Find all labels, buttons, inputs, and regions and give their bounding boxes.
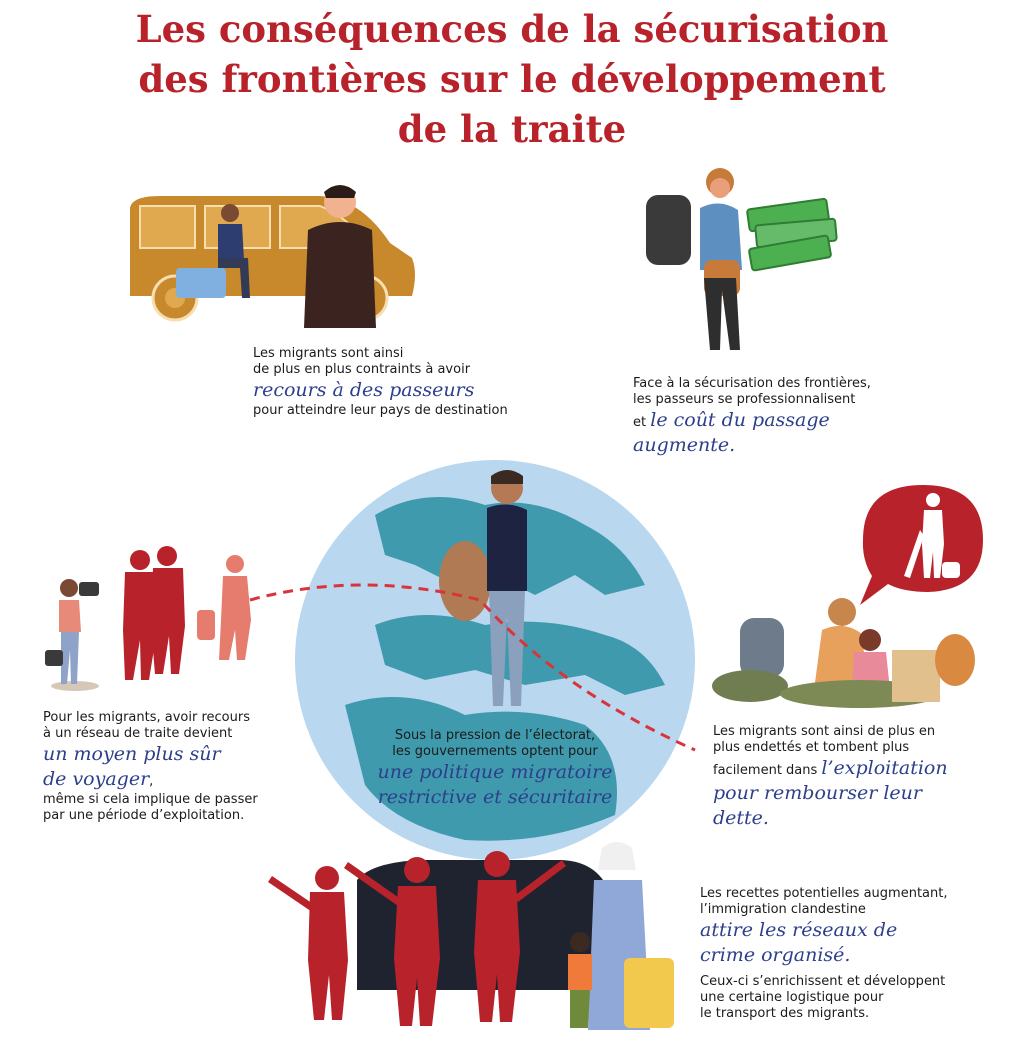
money-icon	[747, 199, 837, 271]
cout-highlight-2: augmente.	[633, 434, 736, 456]
moyen-comma: ,	[149, 774, 154, 789]
crime-line-5: le transport des migrants.	[700, 1006, 870, 1021]
crime-line-1: Les recettes potentielles augmentant,	[700, 886, 948, 901]
moyen-line-1: Pour les migrants, avoir recours	[43, 710, 250, 725]
moyen-line-4: par une période d’exploitation.	[43, 808, 245, 823]
exploitation-highlight-2: pour rembourser leur	[713, 782, 922, 804]
politique-highlight-1: une politique migratoire	[377, 761, 613, 783]
indebted-migrants-illustration	[710, 590, 980, 710]
exploitation-line-1: Les migrants sont ainsi de plus en	[713, 724, 936, 739]
organized-crime-illustration	[262, 840, 682, 1040]
title-line-1: Les conséquences de la sécurisation	[135, 7, 889, 51]
text-block-exploitation	[713, 724, 948, 831]
moyen-highlight-2: de voyager	[43, 768, 150, 790]
exploitation-prefix: facilement dans	[713, 763, 818, 778]
page-title	[0, 4, 1024, 154]
text-block-politique	[360, 728, 630, 810]
van-illustration	[120, 178, 420, 328]
moyen-line-3: même si cela implique de passer	[43, 792, 258, 807]
moyen-line-2: à un réseau de traite devient	[43, 726, 233, 741]
moyen-highlight-1: un moyen plus sûr	[43, 743, 221, 765]
text-block-moyen	[43, 710, 258, 824]
armed-network-illustration	[45, 540, 265, 695]
backpacker-illustration	[638, 160, 848, 360]
politique-highlight-2: restrictive et sécuritaire	[377, 786, 613, 808]
crime-line-2: l’immigration clandestine	[700, 902, 866, 917]
crime-highlight-2: crime organisé.	[700, 944, 851, 966]
cout-line-1: Face à la sécurisation des frontières,	[633, 376, 871, 391]
title-line-3: de la traite	[397, 107, 627, 151]
exploitation-highlight-1: l’exploitation	[821, 757, 948, 779]
passeurs-line-3: pour atteindre leur pays de destination	[253, 403, 508, 418]
passeurs-line-1: Les migrants sont ainsi	[253, 346, 404, 361]
cout-line-2: les passeurs se professionnalisent	[633, 392, 856, 407]
crime-highlight-1: attire les réseaux de	[700, 919, 898, 941]
passeurs-highlight: recours à des passeurs	[253, 379, 475, 401]
text-block-passeurs	[253, 346, 508, 419]
crime-line-4: une certaine logistique pour	[700, 990, 884, 1005]
cout-prefix: et	[633, 415, 647, 430]
text-block-cout	[633, 376, 871, 458]
exploitation-highlight-3: dette.	[713, 807, 769, 829]
exploitation-line-2: plus endettés et tombent plus	[713, 740, 910, 755]
politique-line-1: Sous la pression de l’électorat,	[394, 728, 596, 743]
cout-highlight-1: le coût du passage	[650, 409, 830, 431]
title-line-2: des frontières sur le développement	[138, 57, 886, 101]
text-block-crime	[700, 886, 947, 1022]
politique-line-2: les gouvernements optent pour	[392, 744, 598, 759]
passeurs-line-2: de plus en plus contraints à avoir	[253, 362, 471, 377]
crime-line-3: Ceux-ci s’enrichissent et développent	[700, 974, 946, 989]
